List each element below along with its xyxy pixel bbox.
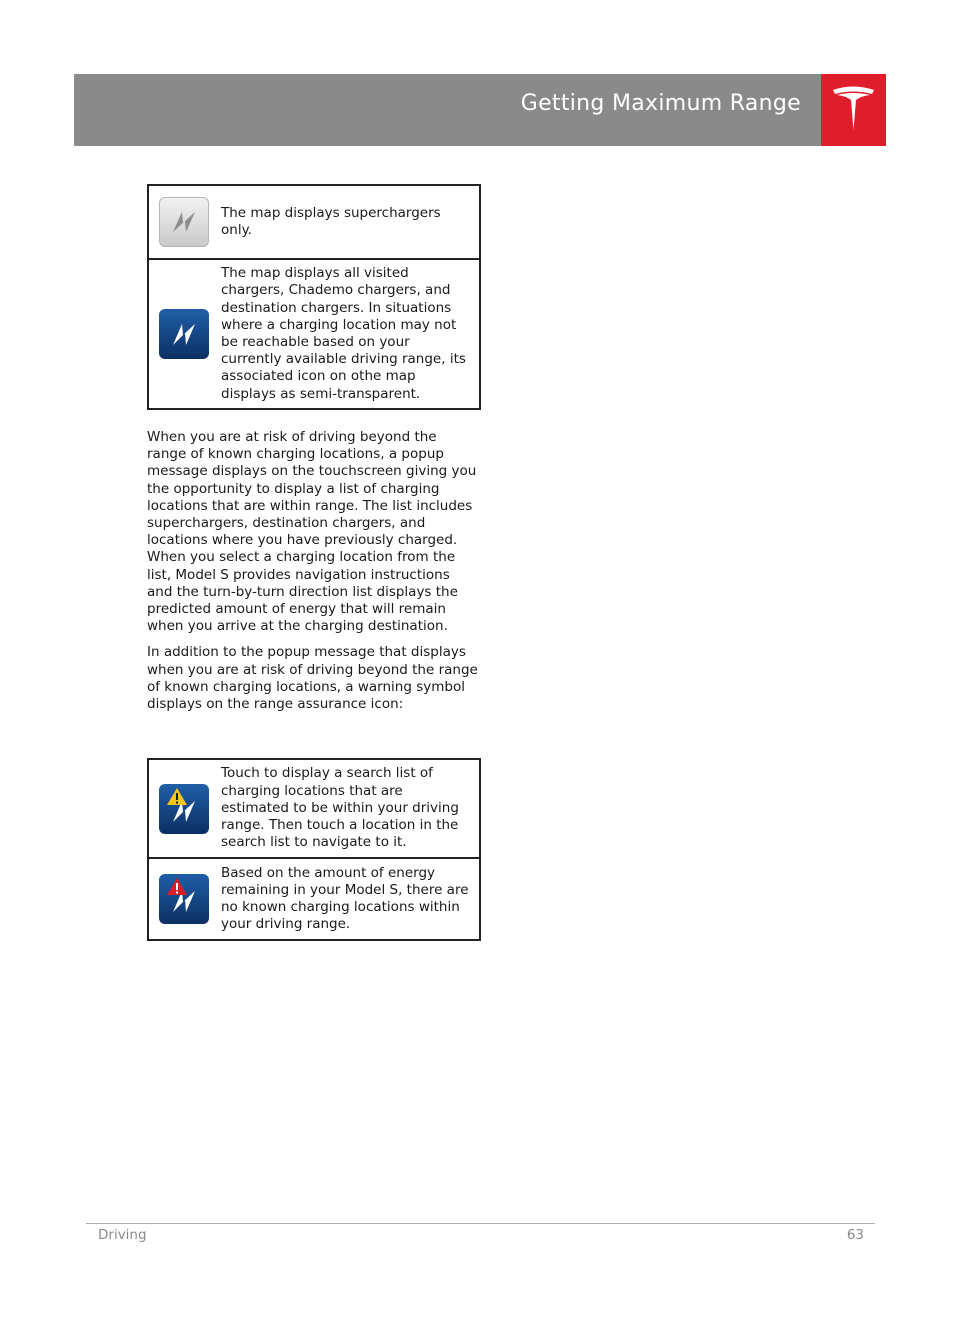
table-row <box>149 186 479 258</box>
table-row <box>149 857 479 939</box>
table-row <box>149 760 479 857</box>
row-description: The map displays superchargers only. <box>221 204 441 238</box>
row-description: Based on the amount of energy remaining in your Model S, there are no known charging locations within your driving range. <box>221 864 469 933</box>
range-warning-table <box>147 758 481 941</box>
supercharger-grey-icon <box>159 197 209 247</box>
range-warning-red-icon <box>159 874 209 924</box>
table-row <box>149 258 479 408</box>
header-bar <box>74 74 821 146</box>
footer-divider <box>86 1223 875 1224</box>
footer-section: Driving <box>98 1227 147 1243</box>
charger-filter-table <box>147 184 481 410</box>
row-description: Touch to display a search list of charging locations that are estimated to be within your driving range. Then touch a location in the search list to navigate to it. <box>221 765 459 851</box>
range-warning-yellow-icon <box>159 784 209 834</box>
row-description: The map displays all visited chargers, Chademo chargers, and destination chargers. In situations where a charging location may not be reachable based on your currently available driving range, its associated icon on othe map displays as semi-transparent. <box>221 265 466 402</box>
tesla-logo-icon <box>831 84 876 136</box>
tesla-logo <box>821 74 886 146</box>
body-text <box>147 429 479 722</box>
charger-blue-icon <box>159 309 209 359</box>
paragraph: When you are at risk of driving beyond the range of known charging locations, a popup message displays on the touchscreen giving you the opportunity to display a list of charging locations that are within range. The list includes superchargers, destination chargers, and locations where you have previously charged. When you select a charging location from the list, Model S provides navigation instructions and the turn-by-turn direction list displays the predicted amount of energy that will remain when you arrive at the charging destination. <box>147 429 477 635</box>
page-number: 63 <box>846 1227 864 1243</box>
page-title: Getting Maximum Range <box>520 91 801 116</box>
paragraph: In addition to the popup message that displays when you are at risk of driving beyond the range of known charging locations, a warning symbol displays on the range assurance icon: <box>147 644 478 713</box>
